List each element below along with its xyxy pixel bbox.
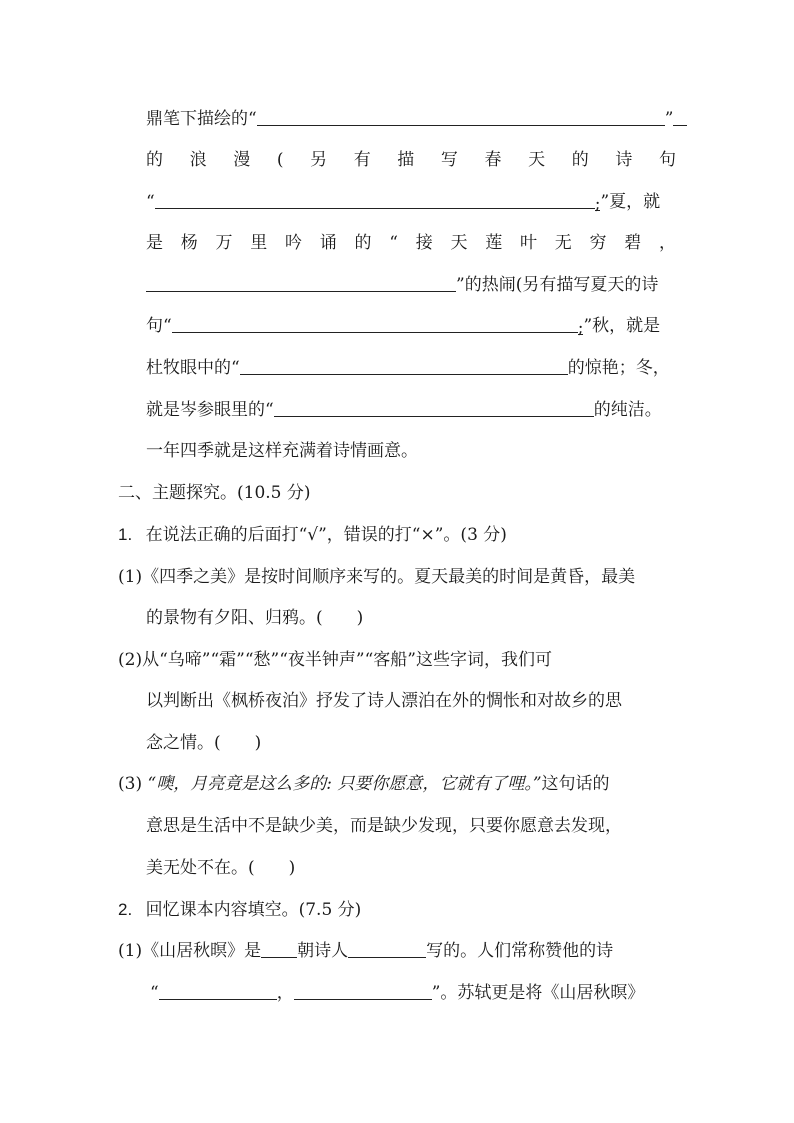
answer-blank-verse-1[interactable]	[159, 981, 277, 1000]
passage-line-2	[146, 148, 676, 172]
answer-blank[interactable]	[172, 314, 578, 333]
passage-text: ”秋，就是	[583, 316, 661, 336]
char: “	[389, 233, 398, 253]
item-text: 从“乌啼”“霜”“愁”“夜半钟声”“客船”这些字词，我们可	[142, 650, 553, 670]
item-text: 《四季之美》是按时间顺序来写的。夏天最美的时间是黄昏，最美	[142, 567, 636, 587]
answer-blank[interactable]	[155, 190, 595, 209]
char: 的	[146, 150, 163, 170]
char: 无	[554, 233, 572, 253]
passage-text: 杜牧眼中的“	[146, 358, 240, 378]
answer-blank[interactable]	[274, 398, 594, 417]
passage-text: ”的热闹(另有描写夏天的诗	[456, 275, 659, 295]
q1-item-2-line1	[118, 648, 552, 672]
char: 杨	[180, 233, 198, 253]
question-number: 2.	[118, 900, 133, 919]
q1-item-3-line2: 意思是生活中不是缺少美，而是缺少发现，只要你愿意去发现，	[146, 816, 622, 836]
item-number: (2)	[118, 650, 143, 670]
quoted-sentence: “噢，月亮竟是这么多的: 只要你愿意，它就有了哩。”	[147, 774, 542, 794]
char: 接	[415, 233, 433, 253]
passage-line-6	[146, 314, 660, 338]
q2-item-1-line1	[118, 939, 613, 963]
q2-item-1-line2	[150, 981, 644, 1005]
item-text: 《山居秋暝》是	[142, 941, 262, 961]
char: (	[276, 150, 284, 170]
question-text: 回忆课本内容填空。(7.5 分)	[145, 900, 362, 920]
passage-line-1	[146, 107, 687, 131]
section-heading: 二、主题探究。(10.5 分)	[118, 483, 311, 503]
q1-item-1-line2[interactable]: 的景物有夕阳、归鸦。( )	[146, 608, 364, 628]
passage-line-8	[146, 398, 662, 422]
char: 诵	[319, 233, 337, 253]
q1-item-1-line1	[118, 565, 635, 589]
item-text: ”。苏轼更是将《山居秋暝》	[431, 983, 645, 1003]
item-text: 写的。人们常称赞他的诗	[426, 941, 614, 961]
char: 描	[397, 150, 415, 170]
char: 里	[250, 233, 268, 253]
answer-blank-semicolon: ;	[594, 194, 601, 214]
question-number: 1.	[118, 525, 133, 544]
question-2	[118, 898, 361, 922]
question-1	[118, 523, 507, 547]
answer-blank-dynasty[interactable]	[261, 939, 297, 958]
question-text: 在说法正确的后面打“√”，错误的打“×”。(3 分)	[145, 525, 507, 545]
item-number: (3)	[118, 774, 143, 794]
item-text: “	[150, 983, 159, 1003]
char: 有	[353, 150, 371, 170]
answer-blank-poet[interactable]	[348, 939, 426, 958]
item-text: 朝诗人	[297, 941, 349, 961]
char: 是	[146, 233, 163, 253]
answer-blank[interactable]	[257, 107, 665, 126]
char: 浪	[189, 150, 207, 170]
passage-text: ”	[664, 109, 674, 129]
char: 句	[658, 150, 676, 170]
item-number: (1)	[118, 567, 143, 587]
char: 天	[450, 233, 468, 253]
char: 诗	[615, 150, 633, 170]
char: 春	[484, 150, 502, 170]
char: 另	[310, 150, 328, 170]
passage-text: 的纯洁。	[593, 400, 662, 420]
answer-blank-semicolon: ;	[577, 318, 584, 338]
passage-line-4	[146, 231, 676, 255]
item-text: ，	[276, 983, 294, 1003]
passage-text: 句“	[146, 316, 172, 336]
passage-line-9: 一年四季就是这样充满着诗情画意。	[146, 441, 418, 461]
passage-line-7	[146, 356, 670, 380]
passage-line-3	[146, 190, 660, 214]
passage-line-5	[146, 273, 658, 297]
q1-item-3-line1	[118, 772, 610, 796]
char: 漫	[233, 150, 251, 170]
char: 的	[571, 150, 589, 170]
answer-blank[interactable]	[146, 273, 456, 292]
char: 莲	[485, 233, 503, 253]
passage-text: 就是岑参眼里的“	[146, 400, 274, 420]
char: 叶	[519, 233, 537, 253]
char: 穷	[589, 233, 607, 253]
answer-blank-tail	[673, 107, 687, 126]
char: 碧	[624, 233, 642, 253]
passage-text: “	[146, 192, 155, 212]
char: 的	[354, 233, 372, 253]
passage-text: 的惊艳；冬，	[567, 358, 670, 378]
char: ，	[658, 233, 676, 253]
passage-text: ”夏，就	[600, 192, 661, 212]
char: 天	[528, 150, 546, 170]
char: 万	[215, 233, 233, 253]
char: 吟	[285, 233, 302, 253]
char: 写	[440, 150, 458, 170]
answer-blank-verse-2[interactable]	[294, 981, 432, 1000]
item-number: (1)	[118, 941, 143, 961]
item-text: 这句话的	[541, 774, 610, 794]
q1-item-2-line2: 以判断出《枫桥夜泊》抒发了诗人漂泊在外的惆怅和对故乡的思	[146, 691, 622, 711]
q1-item-2-line3[interactable]: 念之情。( )	[146, 733, 262, 753]
q1-item-3-line3[interactable]: 美无处不在。( )	[146, 858, 296, 878]
answer-blank[interactable]	[240, 356, 568, 375]
passage-text: 鼎笔下描绘的“	[146, 109, 257, 129]
